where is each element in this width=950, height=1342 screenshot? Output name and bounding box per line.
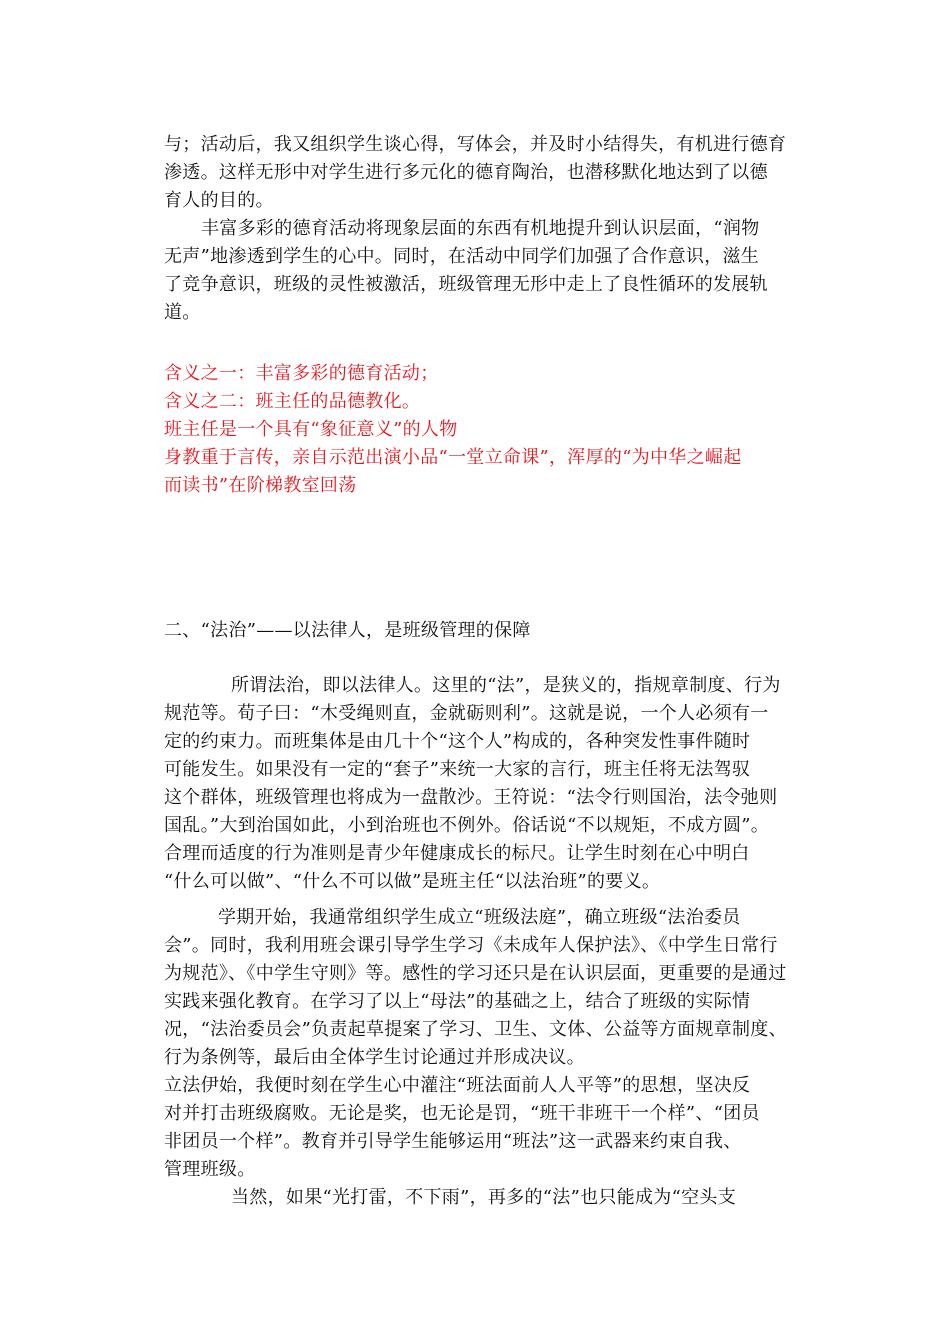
paragraph-line: 育人的目的。 — [164, 190, 274, 211]
paragraph-line: 合理而适度的行为准则是青少年健康成长的标尺。让学生时刻在心中明白 — [164, 843, 750, 864]
section-heading: 二、“法治”——以法律人，是班级管理的保障 — [164, 620, 531, 641]
paragraph-line: 会”。同时，我利用班会课引导学生学习《未成年人保护法》、《中学生日常行 — [164, 935, 778, 956]
paragraph-line: 当然，如果“光打雷，不下雨”，再多的“法”也只能成为“空头支 — [231, 1187, 737, 1208]
paragraph-line: 实践来强化教育。在学习了以上“母法”的基础之上，结合了班级的实际情 — [164, 991, 751, 1012]
annotation-line: 含义之二：班主任的品德教化。 — [164, 391, 421, 412]
paragraph-line: 这个群体，班级管理也将成为一盘散沙。王符说：“法令行则国治，法令弛则 — [164, 787, 778, 808]
paragraph-line: 定的约束力。而班集体是由几十个“这个人”构成的，各种突发性事件随时 — [164, 731, 751, 752]
paragraph-line: 学期开始，我通常组织学生成立“班级法庭”，确立班级“法治委员 — [218, 907, 741, 928]
paragraph-line: 丰富多彩的德育活动将现象层面的东西有机地提升到认识层面，“润物 — [201, 218, 760, 239]
annotation-line: 而读书”在阶梯教室回荡 — [164, 475, 357, 496]
paragraph-line: 规范等。荀子曰：“木受绳则直，金就砺则利”。这就是说，一个人必须有一 — [164, 703, 769, 724]
paragraph-line: 道。 — [164, 302, 201, 323]
paragraph-line: 渗透。这样无形中对学生进行多元化的德育陶治，也潜移默化地达到了以德 — [164, 162, 768, 183]
paragraph-line: 了竞争意识，班级的灵性被激活，班级管理无形中走上了良性循环的发展轨 — [164, 274, 768, 295]
paragraph-line: 所谓法治，即以法律人。这里的“法”，是狭义的，指规章制度、行为 — [231, 675, 781, 696]
paragraph-line: 行为条例等，最后由全体学生讨论通过并形成决议。 — [164, 1047, 585, 1068]
paragraph-line: 立法伊始，我便时刻在学生心中灌注“班法面前人人平等”的思想，坚决反 — [164, 1075, 751, 1096]
paragraph-line: 为规范》、《中学生守则》等。感性的学习还只是在认识层面，更重要的是通过 — [164, 963, 787, 984]
paragraph-line: 非团员一个样”。教育并引导学生能够运用“班法”这一武器来约束自我、 — [164, 1131, 742, 1152]
paragraph-line: 国乱。”大到治国如此，小到治班也不例外。俗话说“不以规矩，不成方圆”。 — [164, 815, 770, 836]
paragraph-line: 况，“法治委员会”负责起草提案了学习、卫生、文体、公益等方面规章制度、 — [164, 1019, 787, 1040]
paragraph-line: 无声”地渗透到学生的心中。同时，在活动中同学们加强了合作意识，滋生 — [164, 246, 760, 267]
paragraph-line: 与；活动后，我又组织学生谈心得，写体会，并及时小结得失，有机进行德育 — [164, 134, 787, 155]
paragraph-line: “什么可以做”、“什么不可以做”是班主任“以法治班”的要义。 — [164, 871, 661, 892]
paragraph-line: 对并打击班级腐败。无论是奖，也无论是罚，“班干非班干一个样”、“团员 — [164, 1103, 760, 1124]
paragraph-line: 管理班级。 — [164, 1159, 256, 1180]
annotation-line: 含义之一：丰富多彩的德育活动； — [164, 363, 439, 384]
annotation-line: 身教重于言传，亲自示范出演小品“一堂立命课”，浑厚的“为中华之崛起 — [164, 447, 742, 468]
annotation-line: 班主任是一个具有“象征意义”的人物 — [164, 419, 458, 440]
paragraph-line: 可能发生。如果没有一定的“套子”来统一大家的言行，班主任将无法驾驭 — [164, 759, 751, 780]
